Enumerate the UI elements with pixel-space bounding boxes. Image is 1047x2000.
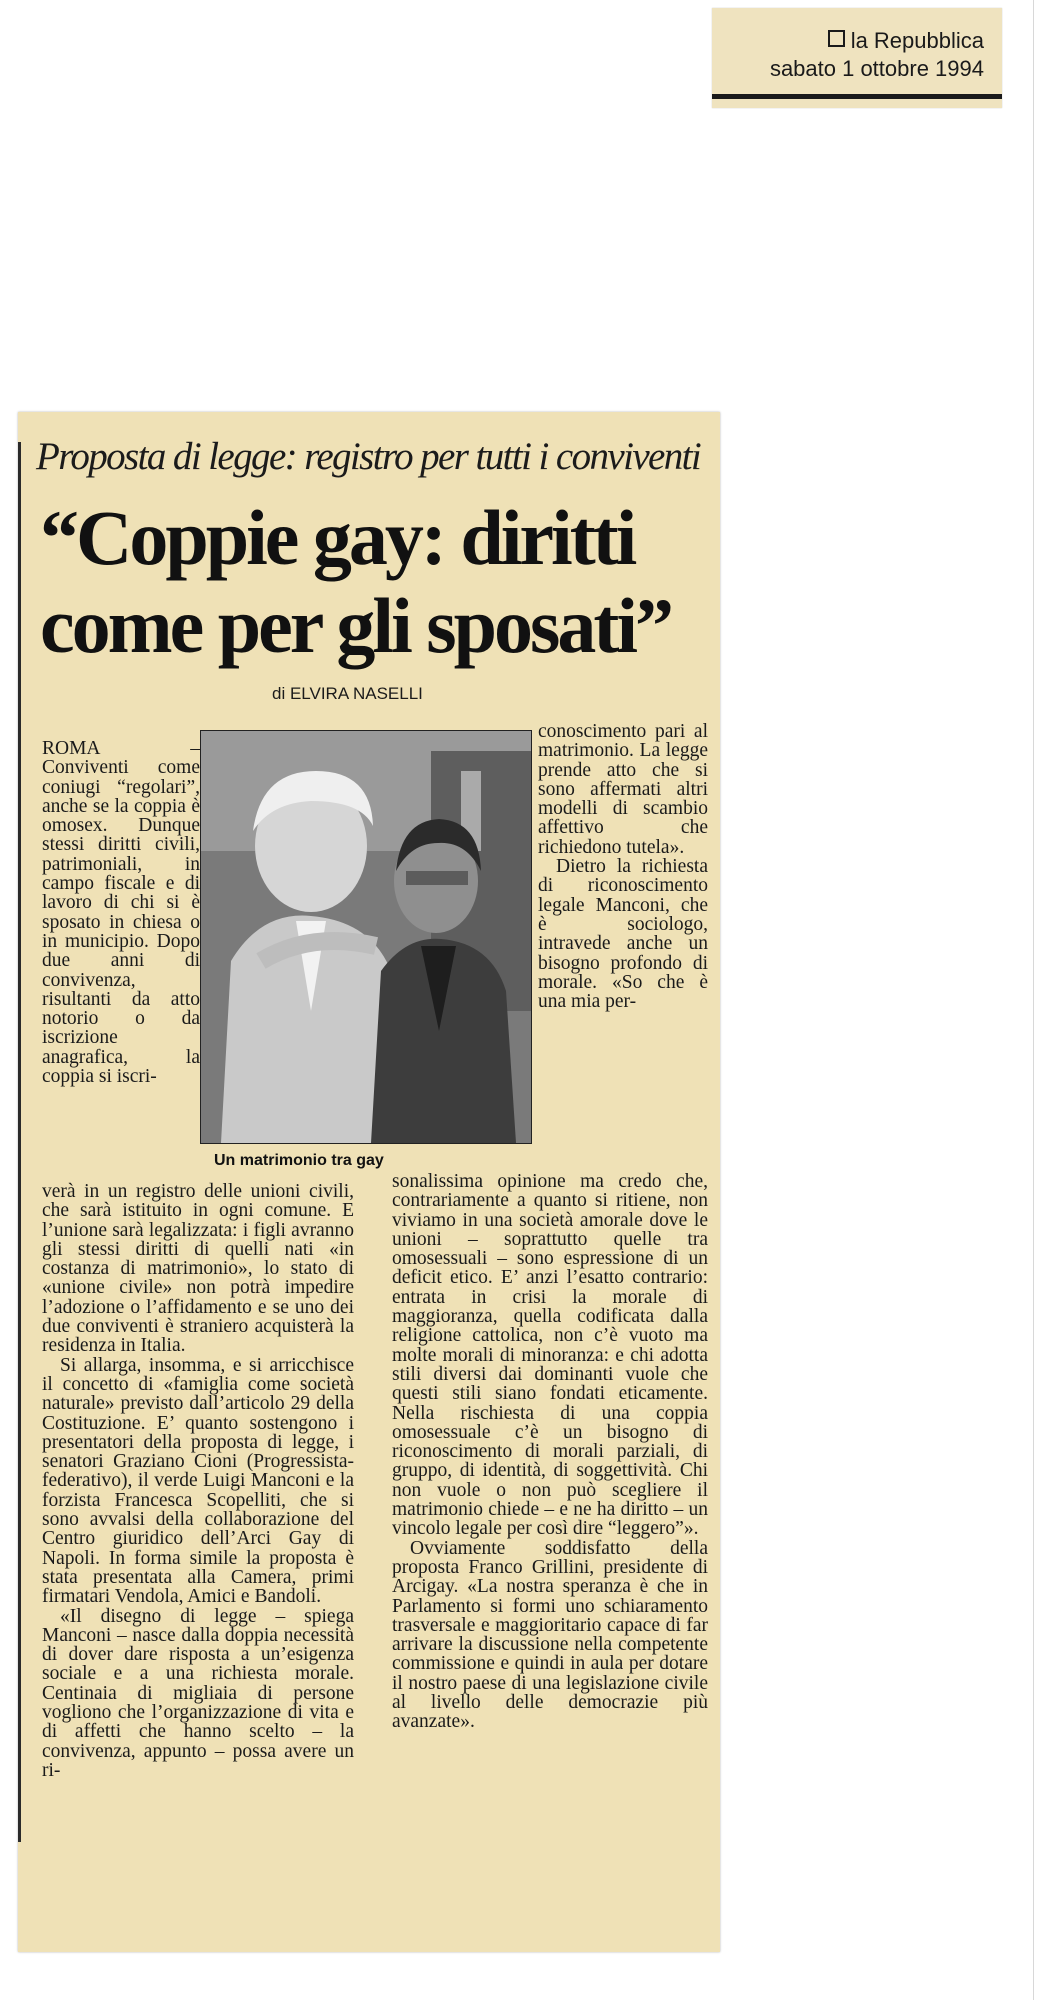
clipping-edge-mark	[18, 442, 21, 1842]
newspaper-name	[828, 28, 984, 54]
square-bullet-icon	[828, 30, 845, 47]
newspaper-name-text: la Repubblica	[850, 28, 984, 53]
article-column-2-bottom	[392, 1172, 708, 1732]
masthead-rule	[712, 94, 1002, 99]
article-byline: di ELVIRA NASELLI	[272, 684, 423, 703]
page-margin	[1034, 0, 1047, 2000]
paragraph: Ovviamente soddisfatto della proposta Franco Grillini, presidente di Arcigay. «La nostra speranza è che in Parlamento si formi uno schiaramento trasversale e maggioritario capace di far arrivare la discussione nella competente commissione e quindi in aula per dotare il nostro paese di una legislazione civile al livello delle democrazie più avanzate».	[392, 1537, 708, 1733]
article-column-1-top	[42, 739, 200, 1086]
article-kicker: Proposta di legge: registro per tutti i conviventi	[36, 435, 701, 478]
publication-date: sabato 1 ottobre 1994	[769, 56, 984, 81]
paragraph: «Il disegno di legge – spiega Manconi – nasce dalla doppia necessità di dover dare risposta a un’esigenza sociale e a una richiesta morale. Centinaia di migliaia di persone vogliono che l’organizzazione di vita e di affetti che hanno scelto – la convivenza, appunto – possa avere un ri-	[42, 1605, 354, 1781]
photo-two-men-image	[201, 731, 531, 1143]
paragraph: conoscimento pari al matrimonio. La legge prende atto che si sono affermati altri modelli di scambio affettivo che richiedono tutela».	[538, 721, 708, 858]
article-photo	[200, 730, 532, 1144]
article-column-1-bottom	[42, 1182, 354, 1780]
masthead-clipping	[712, 8, 1002, 108]
paragraph: verà in un registro delle unioni civili, che sarà istituito in ogni comune. E l’unione sarà legalizzata: i figli avranno gli stessi diritti di quelli nati «in costanza di matrimonio», lo stato di «unione civile» non potrà impedire l’adozione o l’affidamento e se uno dei due conviventi è straniero acquisterà la residenza in Italia.	[42, 1181, 354, 1357]
paragraph: ROMA – Conviventi come coniugi “regolari”, anche se la coppia è omosex. Dunque stessi diritti civili, patrimoniali, in campo fiscale e di lavoro di chi si è sposato in chiesa o in municipio. Dopo due anni di convivenza, risultanti da atto notorio o da iscrizione anagrafica, la coppia si iscri-	[42, 738, 200, 1088]
photo-caption: Un matrimonio tra gay	[214, 1152, 384, 1169]
paragraph: Dietro la richiesta di riconoscimento legale Manconi, che è sociologo, intravede anche un bisogno profondo di morale. «So che è una mia per-	[538, 856, 708, 1013]
article-clipping	[18, 412, 720, 1952]
paragraph: Si allarga, insomma, e si arricchisce il concetto di «famiglia come società naturale» previsto dall’articolo 29 della Costituzione. E’ quanto sostengono i presentatori della proposta di legge, i senatori Graziano Cioni (Progressista-federativo), il verde Luigi Manconi e la forzista Francesca Scopelliti, che si sono avvalsi della collaborazione del Centro giuridico dell’Arci Gay di Napoli. In forma simile la proposta è stata presentata alla Camera, primi firmatari Vendola, Amici e Bandoli.	[42, 1354, 354, 1608]
article-headline: “Coppie gay: diritti come per gli sposati”	[40, 494, 672, 669]
paragraph: sonalissima opinione ma credo che, contrariamente a quanto si ritiene, non viviamo in una società amorale dove le unioni – soprattutto quelle tra omosessuali – sono espressione di un deficit etico. E’ anzi l’esatto contrario: entrata in crisi la morale di maggioranza, quella codificata dalla religione cattolica, non c’è vuoto ma molte morali di minoranza: e chi adotta stili diversi dai dominanti vuole che questi stili siano fondati eticamente. Nella rischiesta di una coppia omosessuale c’è un bisogno di riconoscimento di morali parziali, di gruppo, di identità, di soggettività. Chi non vuole o non può scegliere il matrimonio chiede – e ne ha diritto – un vincolo legale per così dire “leggero”».	[392, 1171, 708, 1540]
article-column-2-top	[538, 722, 708, 1011]
